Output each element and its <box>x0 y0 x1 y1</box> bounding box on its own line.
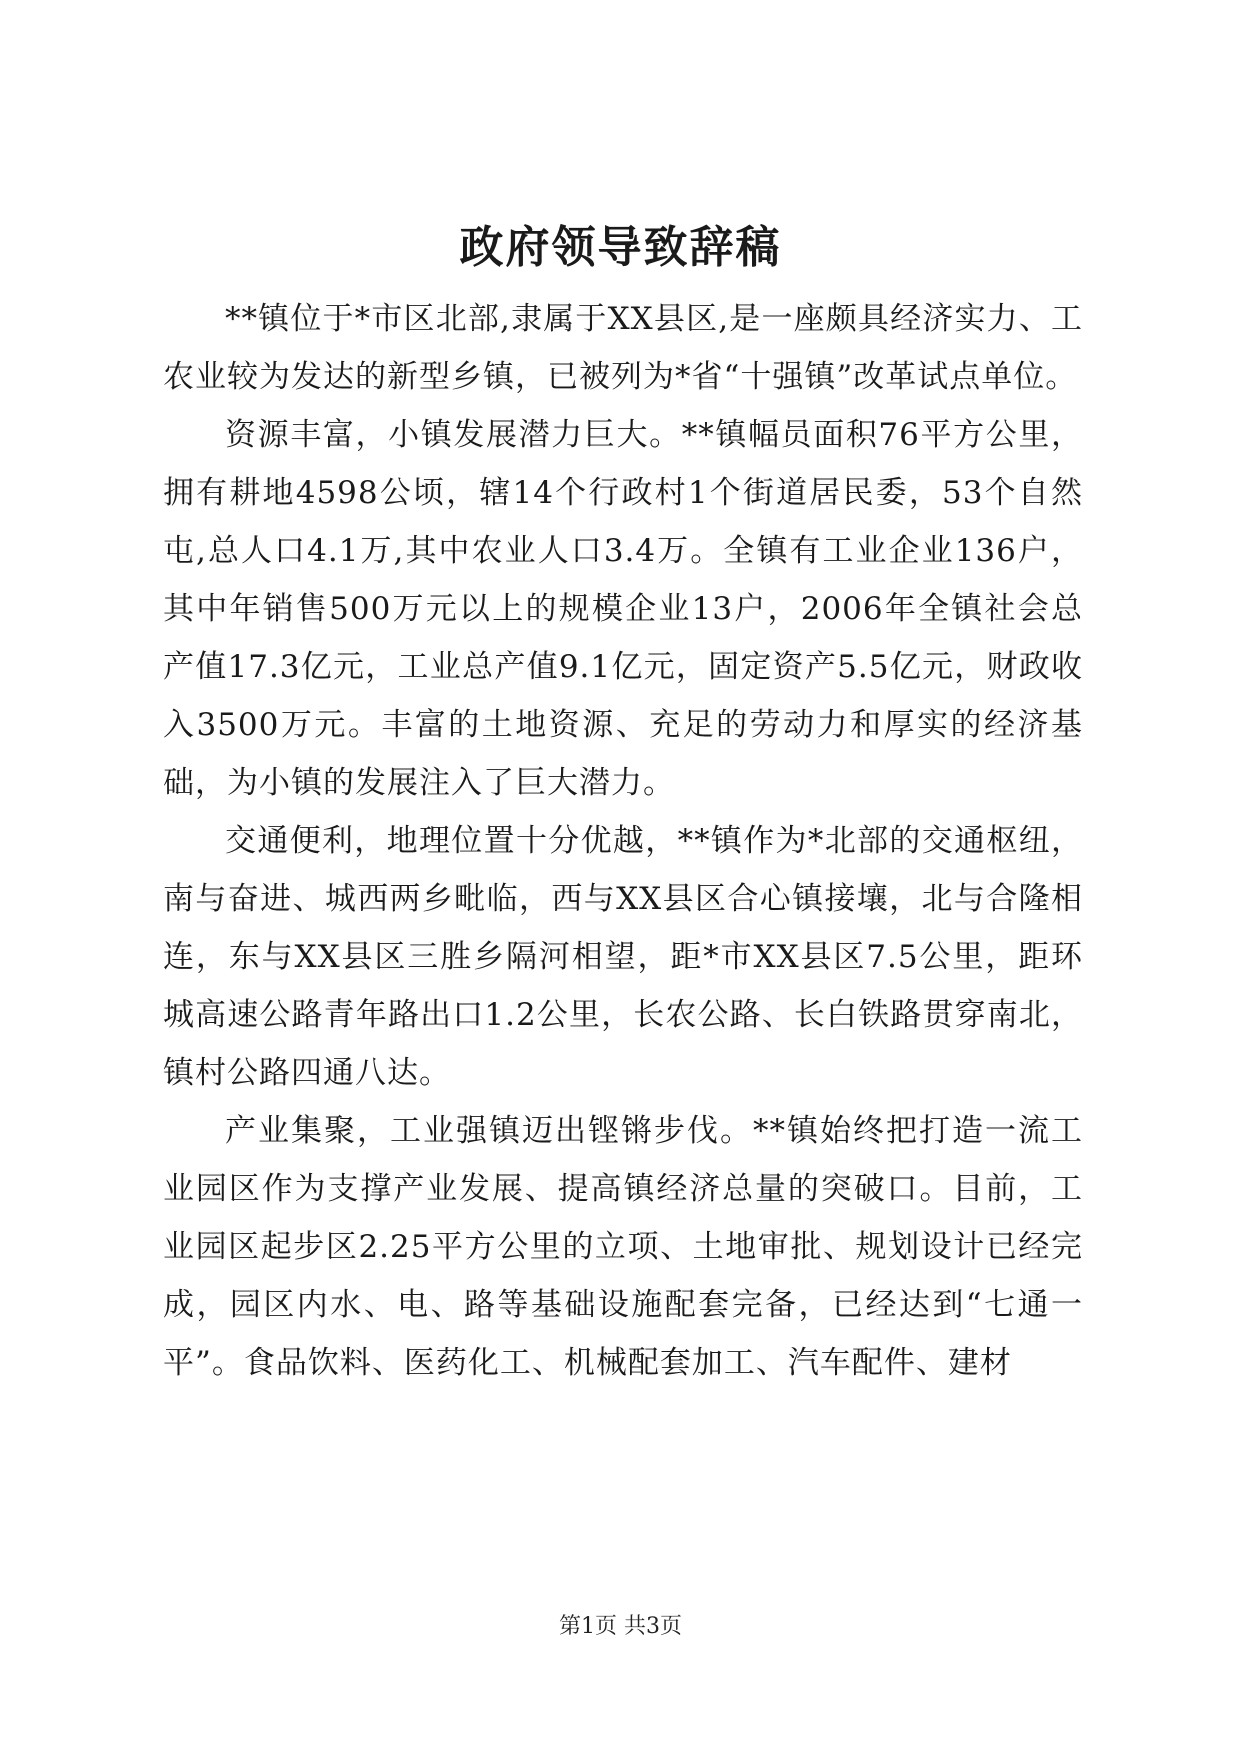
paragraph: 交通便利，地理位置十分优越，**镇作为*北部的交通枢纽，南与奋进、城西两乡毗临，西与XX县区合心镇接壤，北与合隆相连，东与XX县区三胜乡隔河相望，距*市XX县区7.5公里，距环城高速公路青年路出口1.2公里，长农公路、长白铁路贯穿南北，镇村公路四通八达。 <box>163 823 1083 1091</box>
document-title: 政府领导致辞稿 <box>459 222 782 273</box>
document-body <box>163 290 1083 1392</box>
paragraph: 资源丰富，小镇发展潜力巨大。**镇幅员面积76平方公里，拥有耕地4598公顷，辖14个行政村1个街道居民委，53个自然屯,总人口4.1万,其中农业人口3.4万。全镇有工业企业136户，其中年销售500万元以上的规模企业13户，2006年全镇社会总产值17.3亿元，工业总产值9.1亿元，固定资产5.5亿元，财政收入3500万元。丰富的土地资源、充足的劳动力和厚实的经济基础，为小镇的发展注入了巨大潜力。 <box>163 417 1083 801</box>
paragraph: **镇位于*市区北部,隶属于XX县区,是一座颇具经济实力、工农业较为发达的新型乡镇，已被列为*省“十强镇”改革试点单位。 <box>163 301 1083 395</box>
page-number-footer: 第1页 共3页 <box>559 1614 682 1639</box>
paragraph: 产业集聚，工业强镇迈出铿锵步伐。**镇始终把打造一流工业园区作为支撑产业发展、提高镇经济总量的突破口。目前，工业园区起步区2.25平方公里的立项、土地审批、规划设计已经完成，园区内水、电、路等基础设施配套完备，已经达到“七通一平”。食品饮料、医药化工、机械配套加工、汽车配件、建材 <box>163 1113 1083 1381</box>
